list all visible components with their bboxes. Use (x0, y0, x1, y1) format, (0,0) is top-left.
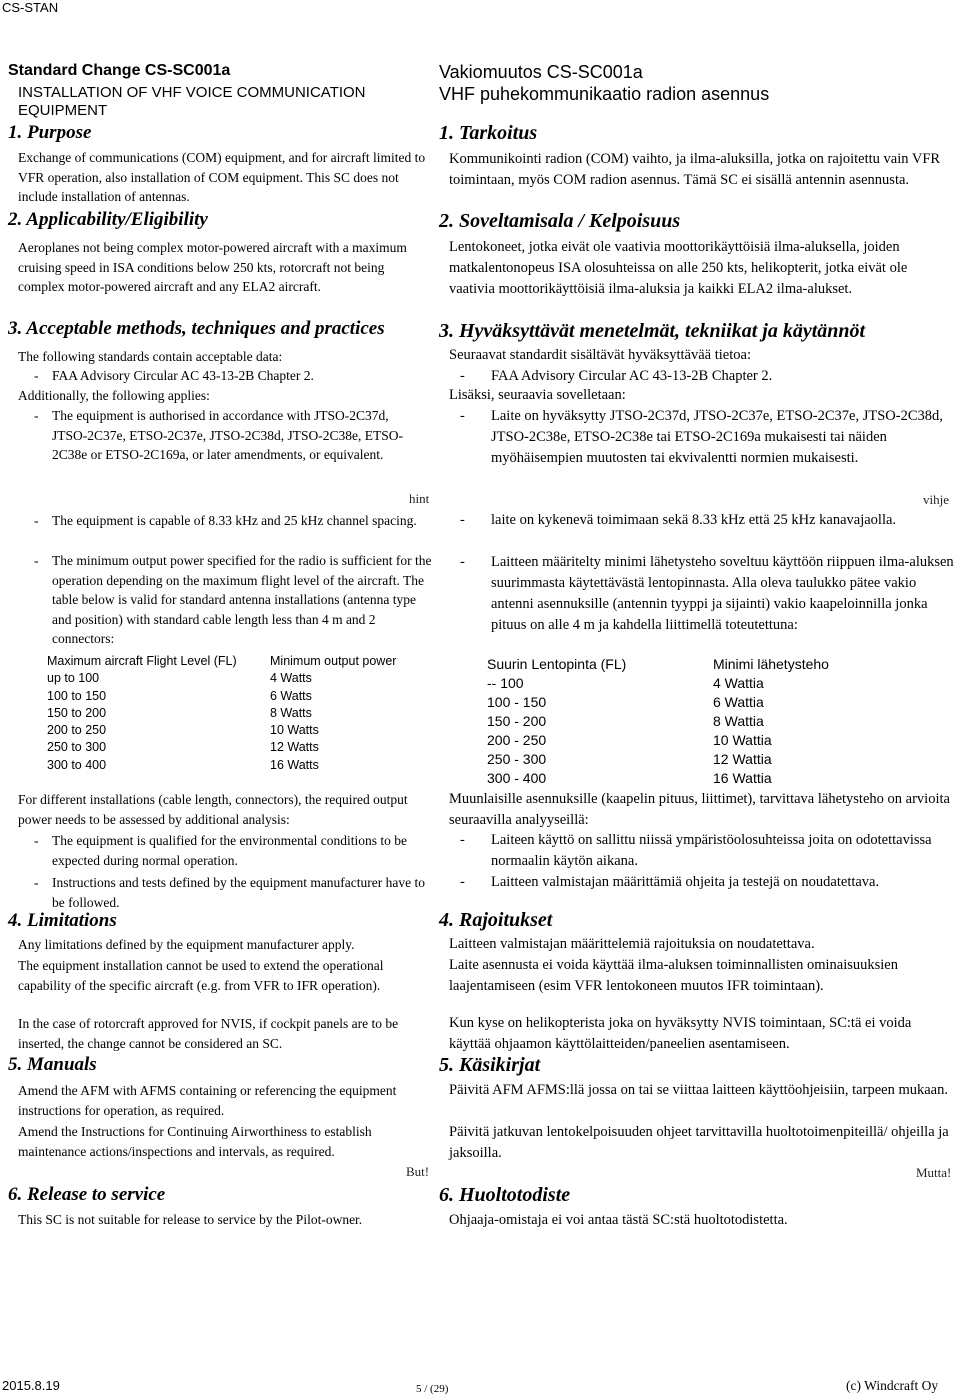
left-s3-heading: 3. Acceptable methods, techniques and practices (8, 318, 385, 339)
table-cell: 100 to 150 (47, 688, 107, 703)
left-s1-heading: 1. Purpose (8, 122, 92, 143)
app-label: CS-STAN (2, 0, 59, 15)
table-cell: 300 - 400 (487, 770, 547, 786)
right-s3-item1: - FAA Advisory Circular AC 43-13-2B Chapter 2. (460, 368, 773, 384)
table-cell: 8 Wattia (713, 713, 764, 729)
table-cell: -- 100 (487, 675, 524, 691)
right-s2-heading: 2. Soveltamisala / Kelpoisuus (439, 210, 681, 232)
left-s3-item3: - The equipment is capable of 8.33 kHz and 25 kHz channel spacing. (34, 513, 417, 528)
right-s4-p1: Laitteen valmistajan määrittelemiä rajoituksia on noudatettava. (449, 936, 815, 952)
table-cell: 16 Watts (270, 757, 319, 772)
table-cell: up to 100 (47, 671, 100, 686)
left-s6-heading: 6. Release to service (8, 1184, 166, 1205)
footer-copyright: (c) Windcraft Oy (846, 1378, 939, 1393)
right-hint-note: vihje (923, 492, 949, 507)
table-header: Suurin Lentopinta (FL) (487, 656, 627, 672)
right-s5-p1: Päivitä AFM AFMS:llä jossa on tai se viittaa laitteen käyttöohjeisiin, tarpeen mukaan. (449, 1082, 948, 1098)
left-s3-item2: - The equipment is authorised in accordance with JTSO-2C37d, JTSO-2C37e, ETSO-2C37e, JTSO-2C38d, JTSO-2C38e, ETSO-2C38e or ETSO-2C169a, or later amendments, or equivalent. (34, 408, 403, 462)
right-title: Vakiomuutos CS-SC001a (439, 62, 643, 82)
right-s3-item2: - Laite on hyväksytty JTSO-2C37d, JTSO-2C37e, ETSO-2C37e, JTSO-2C38d, JTSO-2C38e, ETSO-2C38e tai ETSO-2C169a mukaisesti tai näiden myöhäisempien muutosten tai ekvivalentti normien mukaisesti. (460, 408, 943, 466)
left-s6-text: This SC is not suitable for release to service by the Pilot-owner. (18, 1212, 363, 1227)
table-cell: 100 - 150 (487, 694, 547, 710)
right-s3-after: Muunlaisille asennuksille (kaapelin pituus, liittimet), tarvittava lähetysteho on arvioita seuraavilla analyyseillä: (449, 791, 950, 828)
table-cell: 6 Watts (270, 688, 312, 703)
table-cell: 250 to 300 (47, 740, 107, 755)
right-but-note: Mutta! (916, 1165, 952, 1180)
table-cell: 8 Watts (270, 705, 312, 720)
left-s3-item5: - The equipment is qualified for the environmental conditions to be expected during normal operation. (34, 833, 408, 868)
right-subtitle: VHF puhekommunikaatio radion asennus (439, 84, 770, 104)
table-cell: 200 to 250 (47, 723, 107, 738)
table-cell: 10 Wattia (713, 732, 772, 748)
left-s2-heading: 2. Applicability/Eligibility (8, 209, 208, 230)
right-s2-text: Lentokoneet, jotka eivät ole vaativia moottorikäyttöisiä ilma-aluksella, joiden matkalentonopeus ISA olosuhteissa on alle 250 kts, helikopterit, jotka eivät ole vaativia moottorikäyttöisiä ilma-aluksia ja kaikki ELA2 ilma-alukset. (449, 239, 908, 297)
left-hint-note: hint (409, 491, 430, 506)
table-header: Minimum output power (270, 654, 397, 668)
left-but-note: But! (406, 1164, 430, 1179)
left-s5-heading: 5. Manuals (8, 1054, 97, 1075)
right-s5-p2: Päivitä jatkuvan lentokelpoisuuden ohjeet tarvittavilla huoltotoimenpiteillä/ ohjeilla ja jaksoilla. (449, 1124, 949, 1161)
table-cell: 12 Watts (270, 740, 319, 755)
right-s3-heading: 3. Hyväksyttävät menetelmät, tekniikat ja käytännöt (439, 320, 866, 342)
left-s3-item1: - FAA Advisory Circular AC 43-13-2B Chapter 2. (34, 368, 314, 383)
table-cell: 250 - 300 (487, 751, 547, 767)
left-s4-p1: Any limitations defined by the equipment manufacturer apply. (18, 937, 355, 952)
left-s1-text: Exchange of communications (COM) equipment, and for aircraft limited to VFR operation, also installation of COM equipment. This SC does not include installation of antennas. (18, 150, 426, 204)
table-cell: 16 Wattia (713, 770, 772, 786)
left-s3-after: For different installations (cable length, connectors), the required output power needs to be assessed by additional analysis: (18, 792, 408, 827)
left-s3-additional: Additionally, the following applies: (18, 388, 210, 403)
left-s3-item4: - The minimum output power specified for the radio is sufficient for the operation depending on the maximum flight level of the aircraft. The table below is valid for standard antenna installations (antenna type and position) with standard cable length less than 4 m and 2 connectors: (34, 553, 432, 646)
left-s5-p2: Amend the Instructions for Continuing Airworthiness to establish maintenance actions/inspections and intervals, as required. (18, 1124, 372, 1159)
right-s6-text: Ohjaaja-omistaja ei voi antaa tästä SC:stä huoltotodistetta. (449, 1212, 788, 1228)
right-s4-p3: Kun kyse on helikopterista joka on hyväksytty NVIS toimintaan, SC:tä ei voida käyttää ohjaamon käyttölaitteiden/paneelien asentamiseen. (449, 1015, 912, 1052)
right-s6-heading: 6. Huoltotodiste (439, 1184, 571, 1206)
right-s3-intro: Seuraavat standardit sisältävät hyväksyttävää tietoa: (449, 347, 751, 363)
left-title: Standard Change CS-SC001a (8, 62, 231, 79)
right-s3-item4: - Laitteen määritelty minimi lähetysteho soveltuu käyttöön riippuen ilma-aluksen suurimmasta käytettävästä lentopinnasta. Alla oleva taulukko pätee vakio antenni asennuksille (antennin tyyppi ja sijainti) vakio kaapeloinnilla jonka pituus on alle 4 m ja kahdella liittimellä toteutettuna: (460, 554, 954, 633)
left-s5-p1: Amend the AFM with AFMS containing or referencing the equipment instructions for operation, as required. (18, 1083, 397, 1118)
table-cell: 12 Wattia (713, 751, 772, 767)
left-subtitle: INSTALLATION OF VHF VOICE COMMUNICATION EQUIPMENT (18, 84, 366, 119)
table-cell: 200 - 250 (487, 732, 547, 748)
table-cell: 4 Watts (270, 671, 312, 686)
table-cell: 4 Wattia (713, 675, 764, 691)
left-s2-text: Aeroplanes not being complex motor-powered aircraft with a maximum cruising speed in ISA conditions below 250 kts, rotorcraft not being complex motor-powered aircraft and any ELA2 aircraft. (18, 240, 407, 294)
left-s3-item6: - Instructions and tests defined by the equipment manufacturer have to be followed. (34, 875, 426, 910)
right-s4-p2: Laite asennusta ei voida käyttää ilma-aluksen toiminnallisten ominaisuuksien laajentamiseen (esim VFR lentokoneen muutos IFR toimintaan). (449, 957, 898, 994)
table-cell: 300 to 400 (47, 757, 107, 772)
right-s1-text: Kommunikointi radion (COM) vaihto, ja ilma-aluksilla, jotka on rajoitettu vain VFR toimintaan, myös COM radion asennus. Tämä SC ei sisällä antennin asennusta. (449, 151, 941, 188)
table-cell: 150 to 200 (47, 705, 107, 720)
left-s4-p3: In the case of rotorcraft approved for NVIS, if cockpit panels are to be inserted, the change cannot be considered an SC. (18, 1016, 399, 1051)
table-cell: 6 Wattia (713, 694, 764, 710)
left-s4-p2: The equipment installation cannot be used to extend the operational capability of the specific aircraft (e.g. from VFR to IFR operation). (18, 958, 384, 993)
table-cell: 150 - 200 (487, 713, 547, 729)
left-s3-intro: The following standards contain acceptable data: (18, 349, 283, 364)
left-s4-heading: 4. Limitations (8, 910, 117, 931)
right-s4-heading: 4. Rajoitukset (439, 909, 553, 931)
table-header: Maximum aircraft Flight Level (FL) (47, 654, 237, 668)
table-cell: 10 Watts (270, 723, 319, 738)
right-s3-item3: - laite on kykenevä toimimaan sekä 8.33 kHz että 25 kHz kanavajaolla. (460, 512, 897, 528)
table-header: Minimi lähetysteho (713, 656, 829, 672)
right-s3-item6: - Laitteen valmistajan määrittämiä ohjeita ja testejä on noudatettava. (460, 874, 880, 890)
footer-page-number: 5 / (29) (416, 1383, 449, 1395)
right-s1-heading: 1. Tarkoitus (439, 122, 538, 144)
right-s3-additional: Lisäksi, seuraavia sovelletaan: (449, 387, 626, 403)
right-s3-item5: - Laiteen käyttö on sallittu niissä ympäristöolosuhteissa joita on odotettavissa normaalin käytön aikana. (460, 832, 932, 869)
right-s5-heading: 5. Käsikirjat (439, 1054, 541, 1076)
footer-date: 2015.8.19 (2, 1378, 60, 1393)
